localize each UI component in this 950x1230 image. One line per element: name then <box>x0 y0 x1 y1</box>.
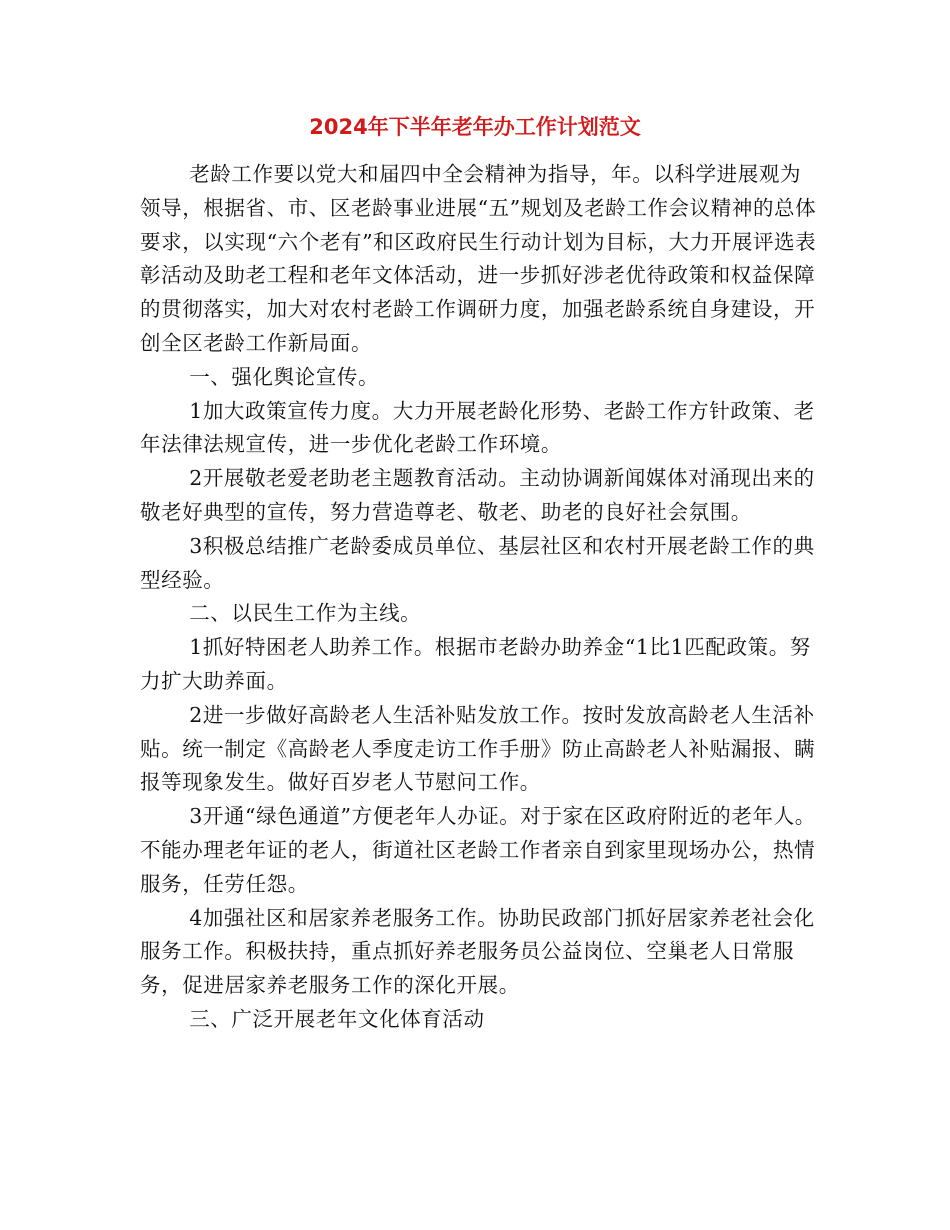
section-heading-2: 二、以民生工作为主线。 <box>189 601 422 626</box>
paragraph-intro: 老龄工作要以党大和届四中全会精神为指导，年。以科学进展观为领导，根据省、市、区老龄事业进展“五”规划及老龄工作会议精神的总体要求，以实现“六个老有”和区政府民生行动计划为目标，大力开展评选表彰活动及助老工程和老年文体活动，进一步抓好涉老优待政策和权益保障的贯彻落实，加大对农村老龄工作调研力度，加强老龄系统自身建设，开创全区老龄工作新局面。 <box>140 162 817 355</box>
document-body <box>140 158 820 1037</box>
paragraph-2-1: 1抓好特困老人助养工作。根据市老龄办助养金“1比1匹配政策。努力扩大助养面。 <box>140 635 811 693</box>
paragraph-2-3: 3开通“绿色通道”方便老年人办证。对于家在区政府附近的老年人。不能办理老年证的老人，街道社区老龄工作者亲自到家里现场办公，热情服务，任劳任怨。 <box>140 804 816 896</box>
paragraph-1-1: 1加大政策宣传力度。大力开展老龄化形势、老龄工作方针政策、老年法律法规宣传，进一步优化老龄工作环境。 <box>140 398 815 457</box>
paragraph-1-2: 2开展敬老爱老助老主题教育活动。主动协调新闻媒体对涌现出来的敬老好典型的宣传，努力营造尊老、敬老、助老的良好社会氛围。 <box>140 466 815 524</box>
paragraph-2-4: 4加强社区和居家养老服务工作。协助民政部门抓好居家养老社会化服务工作。积极扶持，重点抓好养老服务员公益岗位、空巢老人日常服务，促进居家养老服务工作的深化开展。 <box>140 905 815 998</box>
document-title: 2024年下半年老年办工作计划范文 <box>309 115 641 139</box>
section-heading-3: 三、广泛开展老年文化体育活动 <box>189 1006 485 1031</box>
paragraph-1-3: 3积极总结推广老龄委成员单位、基层社区和农村开展老龄工作的典型经验。 <box>140 533 815 592</box>
section-heading-1: 一、强化舆论宣传。 <box>189 364 380 389</box>
paragraph-2-2: 2进一步做好高龄老人生活补贴发放工作。按时发放高龄老人生活补贴。统一制定《高龄老人季度走访工作手册》防止高龄老人补贴漏报、瞒报等现象发生。做好百岁老人节慰问工作。 <box>140 702 816 795</box>
